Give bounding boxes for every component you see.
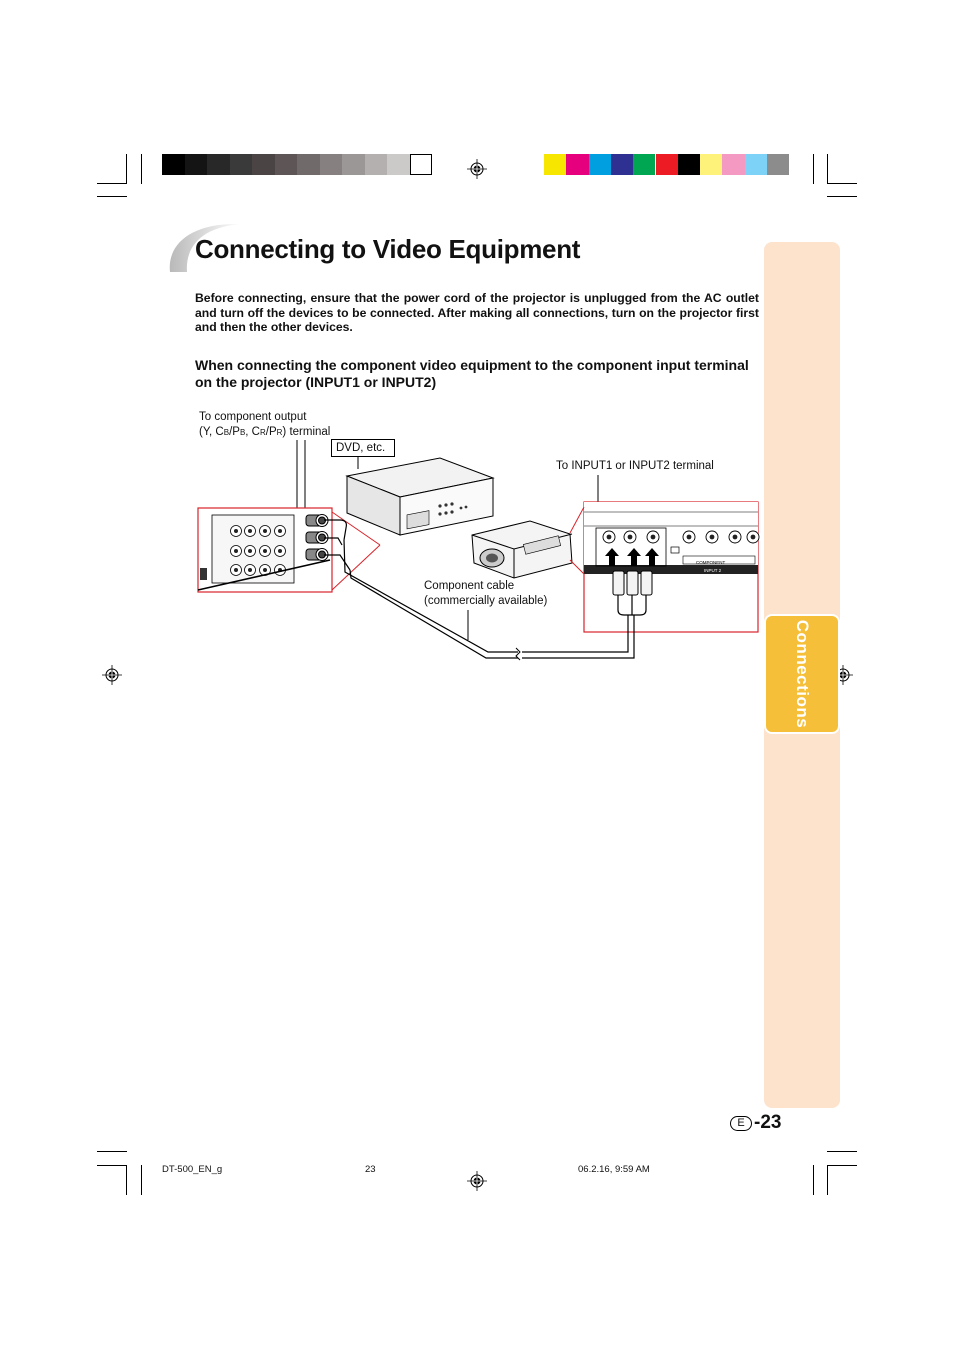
page-language-badge: E (730, 1116, 752, 1131)
label-cable-line2: (commercially available) (424, 595, 548, 607)
page-number (730, 1112, 781, 1134)
intro-paragraph: Before connecting, ensure that the power cord of the projector is unplugged from the AC outlet and turn off the devices to be connected. After making all connections, turn on the projector first and then the other devices. (195, 291, 759, 334)
label-component-output-line1: To component output (199, 411, 307, 423)
footer-page: 23 (365, 1164, 376, 1175)
dvd-player-illustration (347, 458, 493, 535)
section-tab-label: Connections (793, 619, 813, 729)
projector-illustration (472, 521, 572, 578)
section-subheading: When connecting the component video equipment to the component input terminal on the projector (INPUT1 or INPUT2) (195, 357, 749, 390)
svg-text:COMPONENT: COMPONENT (696, 560, 726, 565)
label-cable-line1: Component cable (424, 580, 515, 592)
label-input-terminal: To INPUT1 or INPUT2 terminal (556, 460, 714, 472)
registration-mark-bottom (467, 1171, 487, 1191)
svg-text:INPUT 2: INPUT 2 (704, 568, 722, 573)
page-title: Connecting to Video Equipment (195, 234, 581, 264)
label-component-output-line2: (Y, CB/PB, CR/PR) terminal (199, 426, 331, 438)
footer-file: DT-500_EN_g (162, 1164, 223, 1175)
footer-date: 06.2.16, 9:59 AM (578, 1164, 650, 1175)
label-dvd: DVD, etc. (331, 439, 395, 457)
projector-terminal-callout (570, 502, 759, 632)
page-number-value: -23 (754, 1112, 782, 1133)
